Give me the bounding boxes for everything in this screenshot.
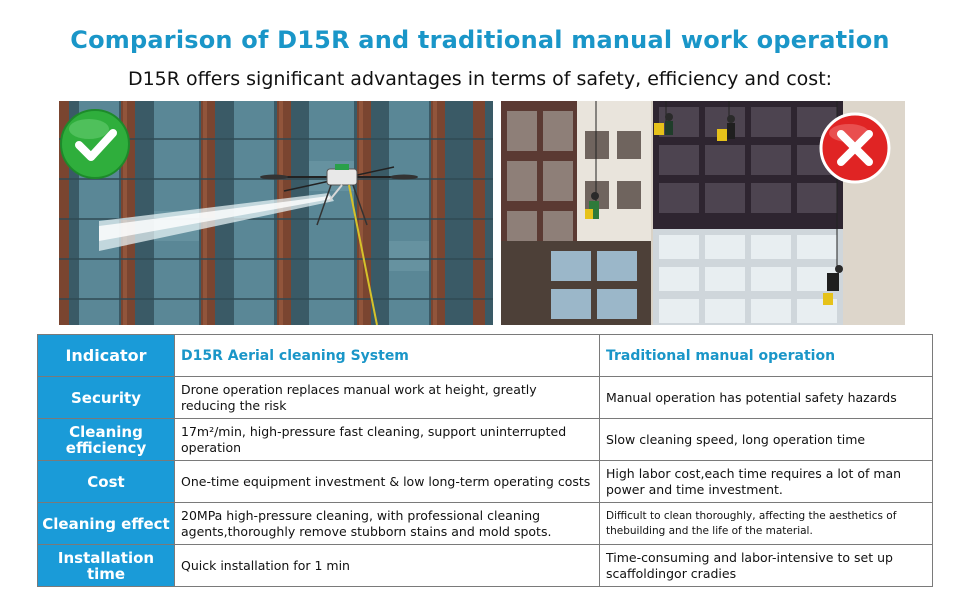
row-d15r-cell: 17m²/min, high-pressure fast cleaning, support uninterrupted operation <box>175 419 600 461</box>
table-row <box>38 461 933 503</box>
row-indicator: Cost <box>38 461 175 503</box>
row-manual-cell: Time-consuming and labor-intensive to set up scaffoldingor cradies <box>600 545 933 587</box>
row-indicator: Cleaning efficiency <box>38 419 175 461</box>
row-manual-cell: Slow cleaning speed, long operation time <box>600 419 933 461</box>
row-indicator: Installation time <box>38 545 175 587</box>
table-row <box>38 545 933 587</box>
cross-icon <box>821 114 889 182</box>
comparison-table <box>37 334 933 587</box>
table-header-row <box>38 335 933 377</box>
row-indicator: Cleaning effect <box>38 503 175 545</box>
row-manual-cell: High labor cost,each time requires a lot of man power and time investment. <box>600 461 933 503</box>
row-manual-cell: Difficult to clean thoroughly, affecting the aesthetics of thebuilding and the life of the material. <box>600 503 933 545</box>
drone-cleaning-photo <box>59 101 493 325</box>
row-d15r-cell: 20MPa high-pressure cleaning, with professional cleaning agents,thoroughly remove stubborn stains and mold spots. <box>175 503 600 545</box>
check-icon <box>61 110 129 178</box>
header-indicator: Indicator <box>38 335 175 377</box>
row-d15r-cell: Drone operation replaces manual work at height, greatly reducing the risk <box>175 377 600 419</box>
page-title: Comparison of D15R and traditional manual work operation <box>70 26 890 54</box>
row-d15r-cell: Quick installation for 1 min <box>175 545 600 587</box>
row-d15r-cell: One-time equipment investment & low long-term operating costs <box>175 461 600 503</box>
table-row <box>38 377 933 419</box>
row-manual-cell: Manual operation has potential safety hazards <box>600 377 933 419</box>
header-manual: Traditional manual operation <box>600 335 933 377</box>
header-d15r: D15R Aerial cleaning System <box>175 335 600 377</box>
row-indicator: Security <box>38 377 175 419</box>
table-row <box>38 503 933 545</box>
manual-cleaning-photo <box>501 101 905 325</box>
table-row <box>38 419 933 461</box>
page-subtitle: D15R offers significant advantages in terms of safety, efficiency and cost: <box>127 68 833 90</box>
